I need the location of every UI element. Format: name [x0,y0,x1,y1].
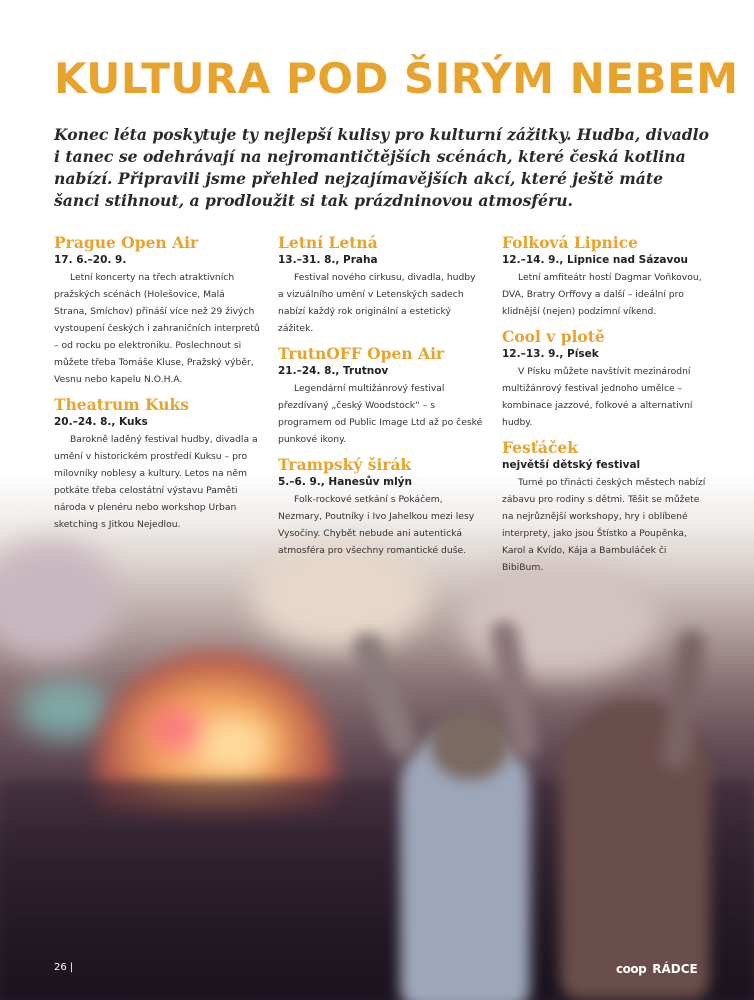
coop-radce-logo [616,958,698,977]
event-description: Barokně laděný festival hudby, divadla a umění v historickém prostředí Kuksu – pro milovníky noblesy a kultury. Letos na něm potkáte třeba celostátní výstavu Paměti národa v plenéru nebo workshop Urban sketching s Jitkou Nejedlou. [54,434,258,530]
event-date: největší dětský festival [502,459,641,471]
event-date: 12.–13. 9., Písek [502,348,599,360]
radce-logo-text: RÁDCE [652,962,698,976]
lead-paragraph: Konec léta poskytuje ty nejlepší kulisy pro kulturní zážitky. Hudba, divadlo i tanec se odehrávají na nejromantičtějších scénách, které česká kotlina nabízí. Připravili jsme přehled nejzajímavějších akcí, které ještě máte šanci stihnout, a prodloužit si tak prázdninovou atmosféru. [54,125,709,210]
event-letni-letna [278,232,484,337]
event-title: Folková Lipnice [502,233,638,252]
column-1 [54,232,260,539]
event-description: Festival nového cirkusu, divadla, hudby a vizuálního umění v Letenských sadech nabízí každý rok originální a estetický zážitek. [278,272,476,334]
column-3 [502,232,708,582]
column-2 [278,232,484,565]
event-title: Trampský širák [278,455,412,474]
event-description: Turné po třinácti českých městech nabízí zábavu pro rodiny s dětmi. Těšit se můžete na nejrůznější workshopy, hry i oblíbené interprety, jako jsou Štístko a Poupěnka, Karol a Kvído, Kája a Bambuláček či BibiBum. [502,477,706,573]
page-title: KULTURA POD ŠIRÝM NEBEM [54,54,739,103]
event-trampsky-sirak [278,454,484,559]
coop-logo-text: coop [616,962,647,976]
event-festacek [502,437,708,576]
event-folkova-lipnice [502,232,708,320]
event-title: TrutnOFF Open Air [278,344,445,363]
event-cool-v-plote [502,326,708,431]
event-description: Folk-rockové setkání s Pokáčem, Nezmary, Poutníky i Ivo Jahelkou mezi lesy Vysočiny. Chybět nebude ani autentická atmosféra pro všechny romantické duše. [278,494,475,556]
event-date: 20.–24. 8., Kuks [54,416,148,428]
event-date: 13.–31. 8., Praha [278,254,378,266]
event-description: Letní koncerty na třech atraktivních pražských scénách (Holešovice, Malá Strana, Smíchov) přináší více než 29 živých vystoupení českých i zahraničních interpretů – od rocku po elektroniku. Poslechnout si můžete třeba Tomáše Kluse, Pražský výběr, Vesnu nebo kapelu N.O.H.A. [54,272,260,385]
event-theatrum-kuks [54,394,260,533]
event-date: 12.–14. 9., Lipnice nad Sázavou [502,254,689,266]
event-description: Legendární multižánrový festival přezdívaný „český Woodstock“ – s programem od Public Image Ltd až po české punkové ikony. [278,383,483,445]
event-title: Letní Letná [278,233,378,252]
event-title: Fesťáček [502,438,578,457]
event-title: Theatrum Kuks [54,395,189,414]
event-title: Prague Open Air [54,233,199,252]
event-date: 5.–6. 9., Hanesův mlýn [278,476,412,488]
page-number: 26 | [54,962,74,973]
event-date: 17. 6.–20. 9. [54,254,127,266]
event-trutnoff [278,343,484,448]
event-title: Cool v plotě [502,327,605,346]
event-description: Letní amfiteátr hostí Dagmar Voňkovou, DVA, Bratry Orffovy a další – ideální pro klidnější (nejen) podzimní víkend. [502,272,702,317]
event-prague-open-air [54,232,260,388]
event-description: V Písku můžete navštívit mezinárodní multižánrový festival jednoho umělce – kombinace jazzové, folkové a alternativní hudby. [502,366,693,428]
event-date: 21.–24. 8., Trutnov [278,365,389,377]
